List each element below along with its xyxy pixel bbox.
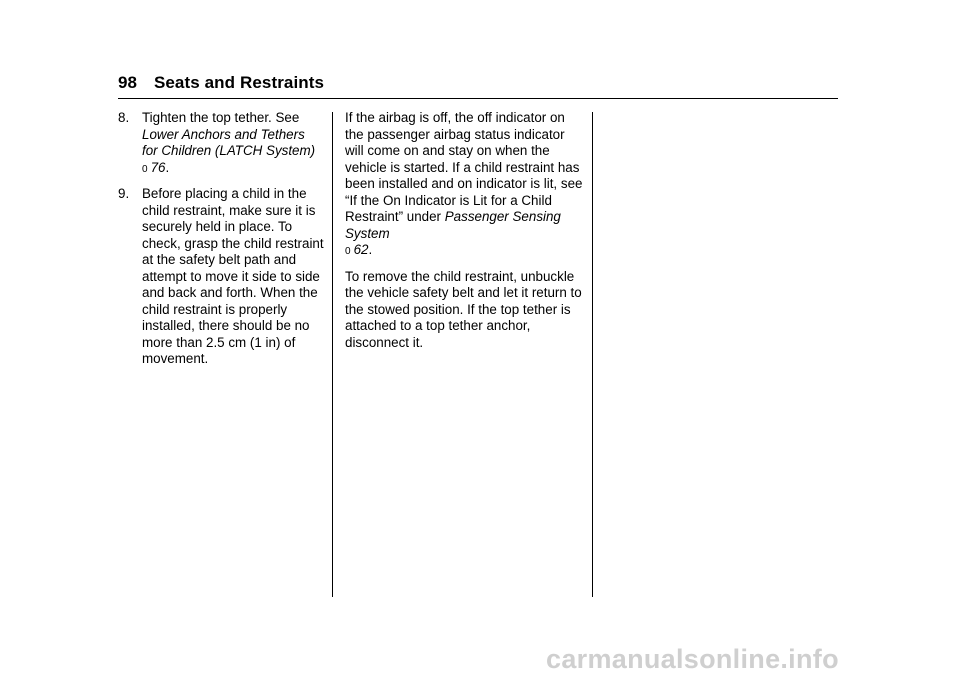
page-ref-number[interactable]: 62 xyxy=(353,242,369,257)
page-ref-icon: 0 xyxy=(142,163,148,175)
cross-reference-link[interactable]: Lower Anchors and Tethers for Children (LATCH System) xyxy=(142,126,316,158)
paragraph-remove-restraint: To remove the child restraint, unbuckle the vehicle safety belt and let it return to the stowed position. If the top tether is attached to a top tether anchor, disconnect it. xyxy=(345,268,582,350)
right-column xyxy=(345,110,585,351)
item-number: 9. xyxy=(118,186,130,201)
paragraph-airbag-off xyxy=(345,110,585,261)
left-column xyxy=(118,110,324,368)
watermark: carmanualsonline.info xyxy=(546,644,839,674)
list-item-8 xyxy=(118,110,324,178)
paragraph-text: If the airbag is off, the off indicator on the passenger airbag status indicator will come on and stay on when the vehicle is started. If a child restraint has been installed and on indicator is lit, see “If the On Indicator is Lit for a Child Restraint” under xyxy=(345,110,583,224)
cross-reference-link[interactable]: Passenger Sensing System xyxy=(345,209,561,241)
page-ref-icon: 0 xyxy=(345,246,351,257)
punctuation: . xyxy=(165,159,170,175)
punctuation: . xyxy=(368,242,373,257)
item-number: 8. xyxy=(118,110,130,125)
item-text: Before placing a child in the child restraint, make sure it is securely held in place. To check, grasp the child restraint at the safety belt path and attempt to move it side to side and back and forth. When the child restraint is properly installed, there should be no more than 2.5 cm (1 in) of movement. xyxy=(142,186,324,366)
column-divider-1 xyxy=(332,112,333,597)
page-number: 98 xyxy=(118,73,138,92)
header-rule xyxy=(118,98,838,99)
section-title: Seats and Restraints xyxy=(153,73,325,92)
item-text: Tighten the top tether. See xyxy=(142,110,300,125)
column-divider-2 xyxy=(592,112,593,597)
list-item-9 xyxy=(118,186,324,368)
page-ref-number[interactable]: 76 xyxy=(150,159,166,175)
page-header xyxy=(118,73,324,93)
